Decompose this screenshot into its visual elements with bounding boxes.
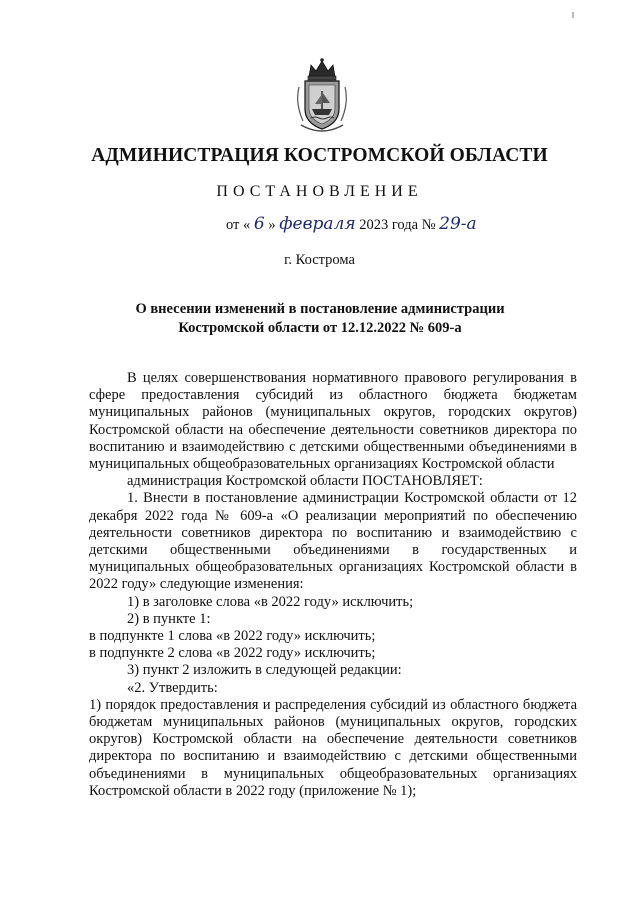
quote-item-1-paragraph: 1) порядок предоставления и распределения субсидий из областного бюджета бюджетам муниципальных районов (муниципальных округов, городских округов) Костромской области на обеспечение деятельности советников директора по воспитанию и взаимодействию с детскими общественными объединениями в муниципальных общеобразовательных организациях Костромской области в 2022 году (приложение № 1); [89, 696, 577, 799]
decree-paragraph: администрация Костромской области ПОСТАНОВЛЯЕТ: [127, 473, 483, 490]
date-prefix: от « [226, 217, 251, 233]
date-year: 2023 года № [359, 217, 436, 233]
subject-line-1: О внесении изменений в постановление администрации [135, 301, 505, 317]
date-month: февраля [279, 214, 356, 234]
document-type: ПОСТАНОВЛЕНИЕ [216, 183, 423, 200]
preamble-paragraph: В целях совершенствования нормативного правового регулирования в сфере предоставления субсидий из областного бюджета бюджетам муниципальных районов (муниципальных округов, городских округов) Костромской области на обеспечение деятельности советников директора по воспитанию и взаимодействию с детскими общественными объединениями в муниципальных общеобразовательных организациях Костромской области [89, 370, 577, 473]
item-1-paragraph: 1. Внести в постановление администрации Костромской области от 12 декабря 2022 года № 609-а «О реализации мероприятий по обеспечению деятельности советников директора по воспитанию и взаимодействию с детскими общественными объединениями в государственных и муниципальных общеобразовательных организациях Костромской области в 2022 году» следующие изменения: [89, 490, 577, 593]
document-date-line [226, 214, 477, 234]
document-subject [100, 300, 540, 338]
document-number: 29-а [439, 214, 477, 234]
scan-artifact [572, 12, 574, 18]
city-name: г. Кострома [284, 252, 355, 268]
date-mid: » [268, 217, 276, 233]
subitem-3-paragraph: 3) пункт 2 изложить в следующей редакции: [127, 662, 402, 679]
quote-start-paragraph: «2. Утвердить: [127, 679, 218, 696]
subitem-2a-paragraph: в подпункте 1 слова «в 2022 году» исключить; [89, 628, 376, 645]
kostroma-coat-of-arms-icon [291, 57, 353, 135]
document-body [89, 370, 577, 800]
subitem-2b-paragraph: в подпункте 2 слова «в 2022 году» исключить; [89, 645, 376, 662]
subitem-1-paragraph: 1) в заголовке слова «в 2022 году» исключить; [127, 593, 414, 610]
subject-line-2: Костромской области от 12.12.2022 № 609-а [178, 320, 462, 336]
date-day: 6 [253, 214, 265, 234]
subitem-2-paragraph: 2) в пункте 1: [127, 610, 211, 627]
organization-title: АДМИНИСТРАЦИЯ КОСТРОМСКОЙ ОБЛАСТИ [91, 145, 548, 166]
